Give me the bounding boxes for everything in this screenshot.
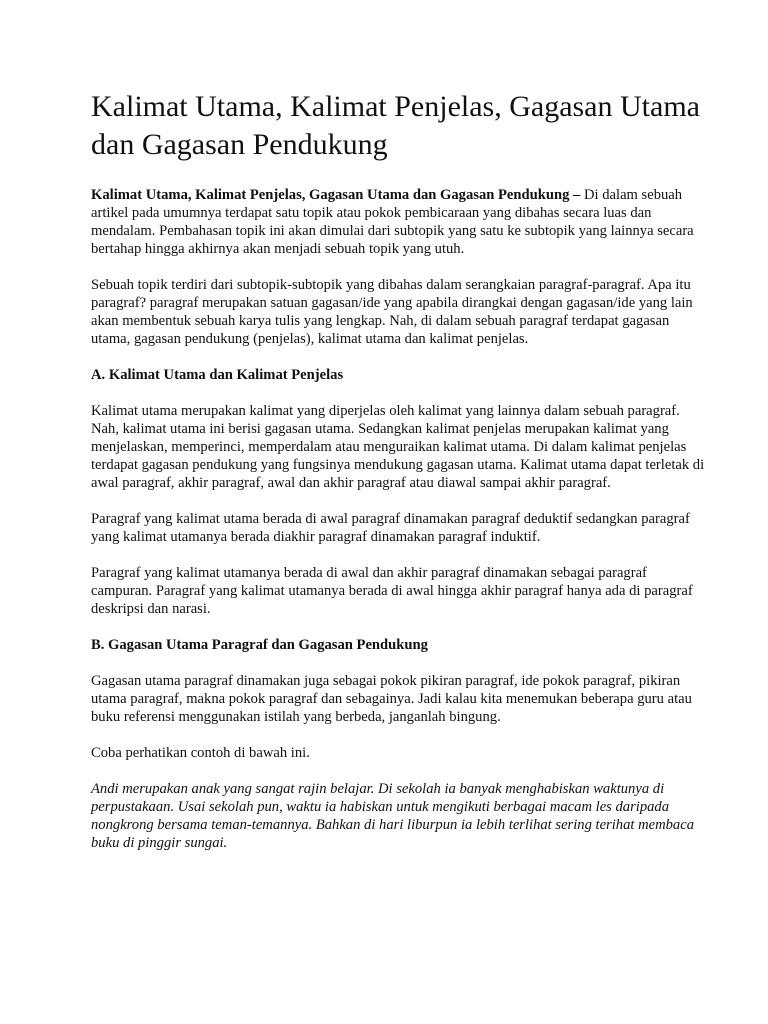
example-paragraph: Andi merupakan anak yang sangat rajin belajar. Di sekolah ia banyak menghabiskan waktunya di perpustakaan. Usai sekolah pun, waktu ia habiskan untuk mengikuti berbagai macam les daripada nongkrong bersama teman-temannya. Bahkan di hari liburpun ia lebih terlihat sering terihat membaca buku di pinggir sungai. (91, 781, 695, 851)
section-a-heading: A. Kalimat Utama dan Kalimat Penjelas (91, 367, 344, 383)
section-b-paragraph-2: Coba perhatikan contoh di bawah ini. (91, 745, 310, 761)
section-b-paragraph-1: Gagasan utama paragraf dinamakan juga sebagai pokok pikiran paragraf, ide pokok paragraf, pikiran utama paragraf, makna pokok paragraf dan sebagainya. Jadi kalau kita menemukan beberapa guru atau buku referensi menggunakan istilah yang berbeda, janganlah bingung. (91, 673, 692, 725)
intro-text: Di dalam sebuah artikel pada umumnya terdapat satu topik atau pokok pembicaraan yang dibahas secara luas dan mendalam. Pembahasan topik ini akan dimulai dari subtopik yang satu ke subtopik yang lainnya secara bertahap hingga akhirnya akan menjadi sebuah topik yang utuh. (91, 187, 694, 257)
paragraph-topic: Sebuah topik terdiri dari subtopik-subtopik yang dibahas dalam serangkaian paragraf-paragraf. Apa itu paragraf? paragraf merupakan satuan gagasan/ide yang apabila dirangkai dengan gagasan/ide yang lain akan membentuk sebuah karya tulis yang lengkap. Nah, di dalam sebuah paragraf terdapat gagasan utama, gagasan pendukung (penjelas), kalimat utama dan kalimat penjelas. (91, 277, 693, 347)
intro-lead: Kalimat Utama, Kalimat Penjelas, Gagasan Utama dan Gagasan Pendukung – (91, 187, 581, 203)
section-a-paragraph-1: Kalimat utama merupakan kalimat yang diperjelas oleh kalimat yang lainnya dalam sebuah paragraf. Nah, kalimat utama ini berisi gagasan utama. Sedangkan kalimat penjelas merupakan kalimat yang menjelaskan, memperinci, memperdalam atau menguraikan kalimat utama. Di dalam kalimat penjelas terdapat gagasan pendukung yang fungsinya mendukung gagasan utama. Kalimat utama dapat terletak di awal paragraf, akhir paragraf, awal dan akhir paragraf atau diawal sampai akhir paragraf. (91, 403, 705, 491)
section-a-paragraph-3: Paragraf yang kalimat utamanya berada di awal dan akhir paragraf dinamakan sebagai paragraf campuran. Paragraf yang kalimat utamanya berada di awal hingga akhir paragraf hanya ada di paragraf deskripsi dan narasi. (91, 565, 693, 617)
section-a-paragraph-2: Paragraf yang kalimat utama berada di awal paragraf dinamakan paragraf deduktif sedangkan paragraf yang kalimat utamanya berada diakhir paragraf dinamakan paragraf induktif. (91, 511, 690, 545)
section-b-heading: B. Gagasan Utama Paragraf dan Gagasan Pendukung (91, 637, 428, 653)
document-title: Kalimat Utama, Kalimat Penjelas, Gagasan Utama dan Gagasan Pendukung (91, 90, 700, 161)
intro-paragraph (91, 186, 708, 258)
